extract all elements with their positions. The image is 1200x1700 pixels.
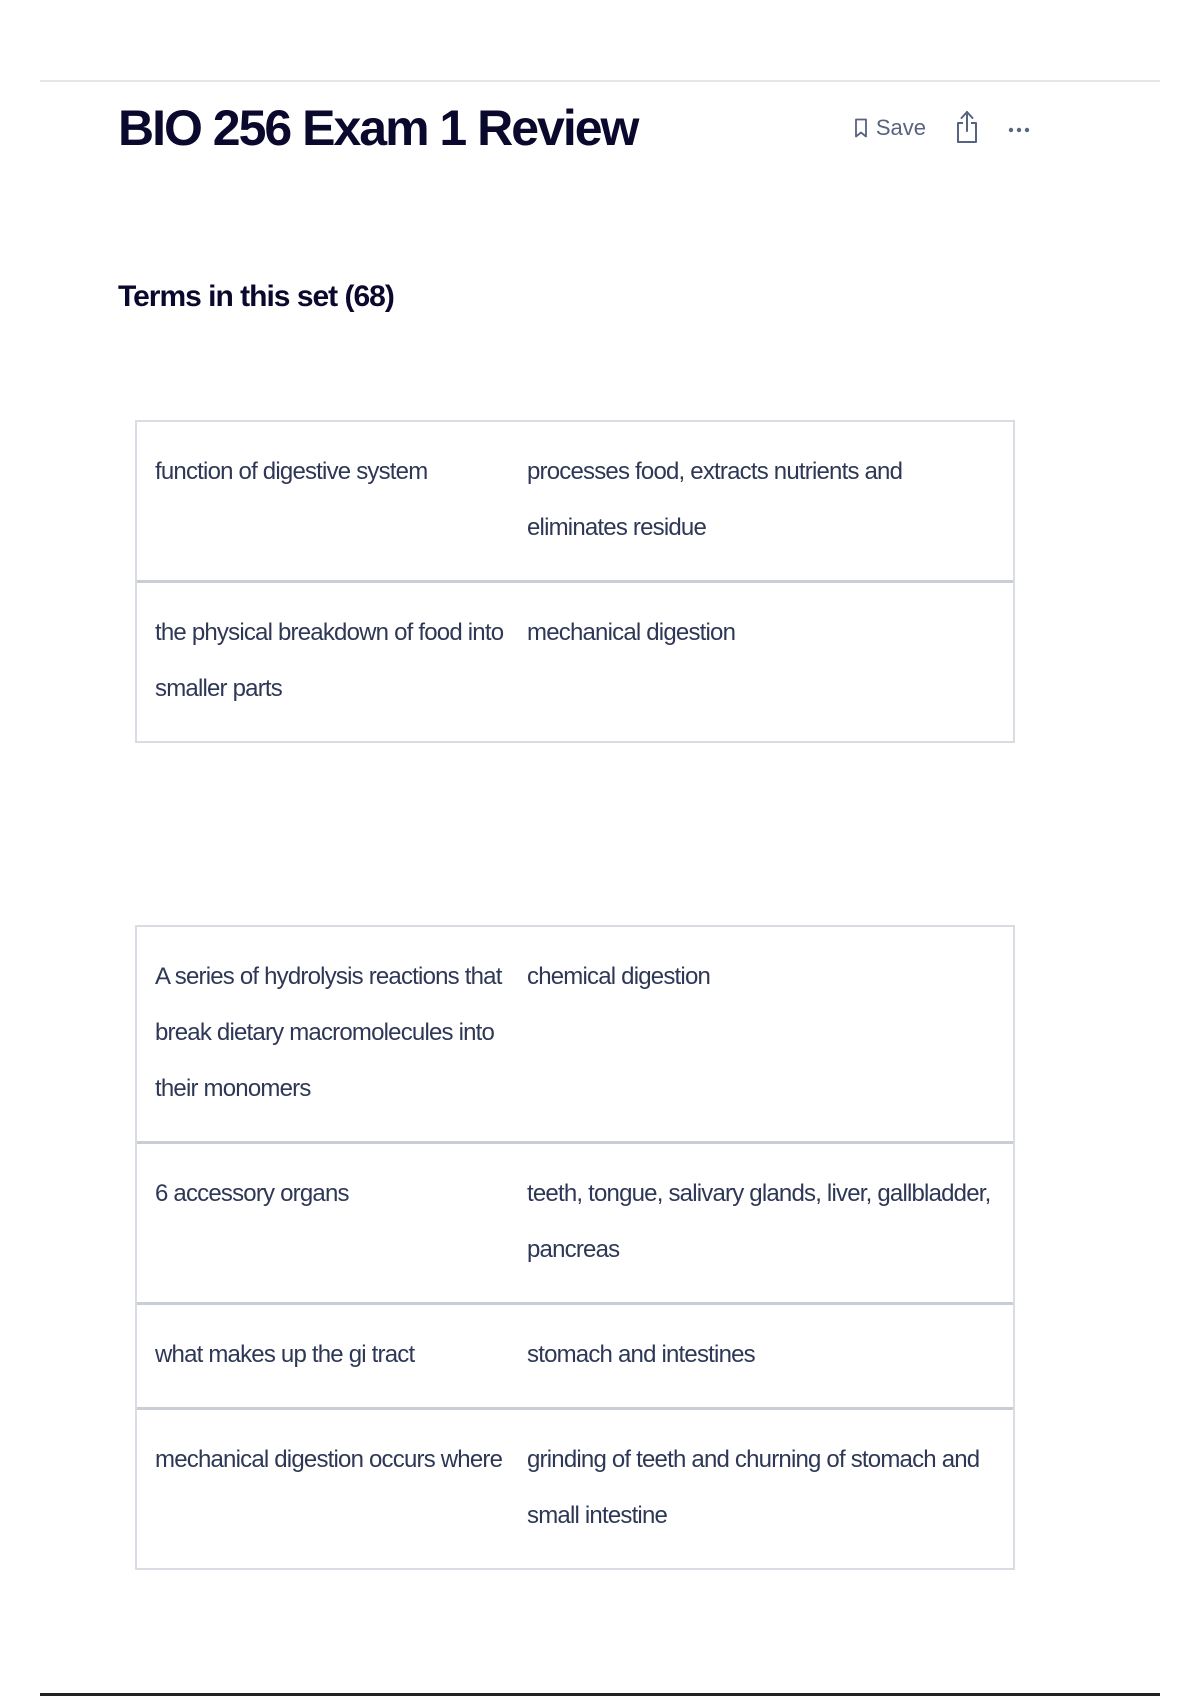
term-row[interactable] bbox=[137, 583, 1013, 741]
term-row[interactable] bbox=[137, 1144, 1013, 1305]
definition-text: grinding of teeth and churning of stomach and small intestine bbox=[527, 1446, 980, 1529]
definition-text: teeth, tongue, salivary glands, liver, gallbladder, pancreas bbox=[527, 1180, 991, 1263]
terms-count-heading: Terms in this set (68) bbox=[118, 280, 394, 313]
page-title: BIO 256 Exam 1 Review bbox=[118, 100, 638, 156]
definition-text: processes food, extracts nutrients and eliminates residue bbox=[527, 458, 903, 541]
term-text: A series of hydrolysis reactions that break dietary macromolecules into their monomers bbox=[155, 963, 502, 1102]
term-text: 6 accessory organs bbox=[155, 1180, 349, 1207]
save-label: Save bbox=[875, 115, 926, 140]
definition-text: chemical digestion bbox=[527, 963, 711, 990]
definition-text: stomach and intestines bbox=[527, 1341, 755, 1368]
definition-text: mechanical digestion bbox=[527, 619, 736, 646]
share-button[interactable] bbox=[956, 110, 978, 147]
set-header bbox=[118, 96, 1030, 166]
header-actions bbox=[854, 108, 1030, 148]
bookmark-icon bbox=[854, 118, 868, 138]
term-group bbox=[135, 925, 1015, 1570]
share-icon bbox=[956, 110, 978, 144]
more-options-icon bbox=[1008, 127, 1030, 133]
header-divider bbox=[40, 80, 1160, 82]
save-button[interactable] bbox=[854, 115, 926, 141]
term-text: function of digestive system bbox=[155, 458, 428, 485]
term-text: the physical breakdown of food into smaller parts bbox=[155, 619, 504, 702]
term-row[interactable] bbox=[137, 927, 1013, 1144]
term-text: what makes up the gi tract bbox=[155, 1341, 415, 1368]
term-group bbox=[135, 420, 1015, 743]
term-row[interactable] bbox=[137, 422, 1013, 583]
term-text: mechanical digestion occurs where bbox=[155, 1446, 503, 1473]
page-bottom-divider bbox=[40, 1693, 1160, 1696]
term-row[interactable] bbox=[137, 1410, 1013, 1568]
more-options-button[interactable] bbox=[1008, 121, 1030, 136]
term-row[interactable] bbox=[137, 1305, 1013, 1410]
